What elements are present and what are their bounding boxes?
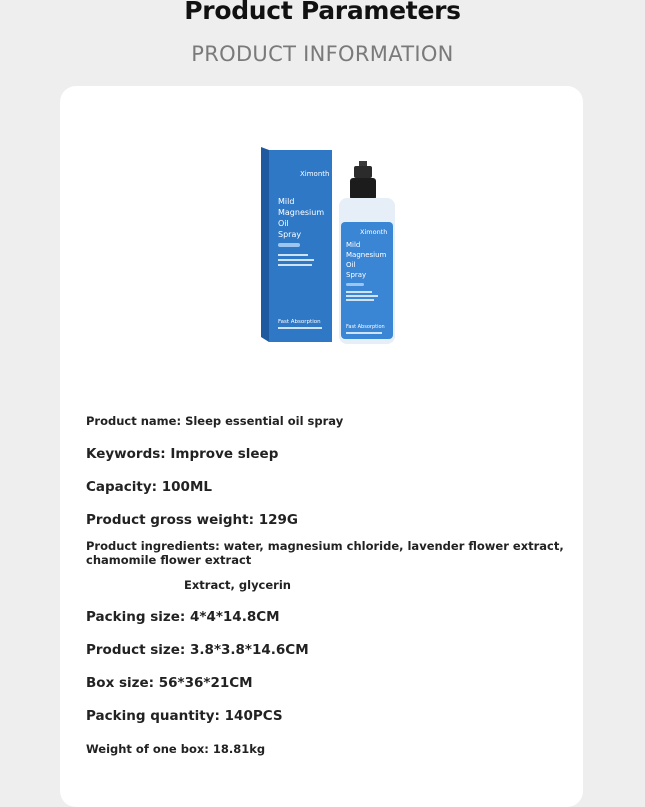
product-info-card xyxy=(60,86,583,807)
bottle-badge xyxy=(346,283,364,286)
box-line-1: Mild xyxy=(278,197,295,206)
page-title: Product Parameters xyxy=(184,0,461,25)
bottle-text-line xyxy=(346,291,372,293)
bottle-line-3: Oil xyxy=(346,261,356,269)
param-box-weight: Weight of one box: 18.81kg xyxy=(86,742,266,756)
box-line-4: Spray xyxy=(278,230,302,239)
param-packing-quantity: Packing quantity: 140PCS xyxy=(86,708,283,724)
bottle-line-4: Spray xyxy=(346,271,367,279)
page-subtitle: PRODUCT INFORMATION xyxy=(191,42,454,66)
bottle-cap xyxy=(354,166,372,178)
box-line-3: Oil xyxy=(278,219,289,228)
param-ingredients-continued: Extract, glycerin xyxy=(184,578,291,592)
param-product-name: Product name: Sleep essential oil spray xyxy=(86,414,344,428)
bottle-text-line xyxy=(346,295,378,297)
box-text-line xyxy=(278,254,308,256)
bottle-line-2: Magnesium xyxy=(346,251,387,259)
param-keywords: Keywords: Improve sleep xyxy=(86,446,279,462)
box-footer-label: Fast Absorption xyxy=(278,319,321,325)
box-text-line xyxy=(278,327,322,329)
bottle-collar xyxy=(350,178,376,200)
bottle-line-1: Mild xyxy=(346,241,361,249)
product-photo xyxy=(168,94,474,399)
box-text-line xyxy=(278,259,314,261)
box-brand: Ximonth xyxy=(300,170,330,178)
param-capacity: Capacity: 100ML xyxy=(86,479,212,495)
bottle-footer-label: Fast Absorption xyxy=(346,324,385,330)
param-product-size: Product size: 3.8*3.8*14.6CM xyxy=(86,642,309,658)
bottle-label xyxy=(341,222,393,339)
box-badge xyxy=(278,243,300,247)
bottle-brand: Ximonth xyxy=(360,228,388,236)
param-packing-size: Packing size: 4*4*14.8CM xyxy=(86,609,280,625)
bottle-text-line xyxy=(346,332,382,334)
box-side xyxy=(261,147,269,342)
param-box-size: Box size: 56*36*21CM xyxy=(86,675,253,691)
param-gross-weight: Product gross weight: 129G xyxy=(86,512,298,528)
box-line-2: Magnesium xyxy=(278,208,325,217)
product-illustration xyxy=(168,94,474,399)
param-ingredients: Product ingredients: water, magnesium chloride, lavender flower extract, chamomile flower extract xyxy=(86,539,564,567)
bottle-text-line xyxy=(346,299,374,301)
box-text-line xyxy=(278,264,312,266)
